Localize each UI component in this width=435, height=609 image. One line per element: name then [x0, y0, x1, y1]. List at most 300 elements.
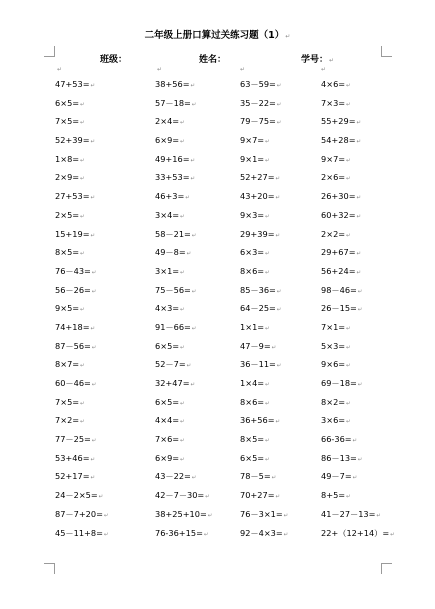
problem-text: 42－7－30=	[155, 490, 205, 501]
problem-text: 7×6=	[155, 434, 180, 445]
problem-row	[55, 172, 405, 191]
paragraph-mark-icon: ↵	[91, 288, 97, 295]
paragraph-mark-icon: ↵	[275, 176, 281, 183]
paragraph-mark-icon: ↵	[191, 325, 197, 332]
problem-text: 2×6=	[321, 172, 346, 183]
arithmetic-problem	[240, 116, 282, 127]
arithmetic-problem	[55, 434, 97, 445]
problem-text: 7×2=	[55, 415, 80, 426]
problem-row	[55, 434, 405, 453]
paragraph-mark-icon: ↵	[265, 251, 270, 258]
problem-row	[55, 79, 405, 98]
problem-text: 3×4=	[155, 209, 180, 220]
problem-row	[55, 154, 405, 173]
paragraph-mark-icon: ↵	[90, 195, 96, 202]
problem-text: 91－66=	[155, 321, 191, 332]
paragraph-mark-icon: ↵	[80, 157, 85, 164]
problem-text: 7×1=	[321, 321, 346, 332]
problem-text: 86－13=	[321, 452, 357, 463]
arithmetic-problem	[155, 229, 197, 240]
worksheet-title	[0, 27, 435, 41]
problem-row	[55, 303, 405, 322]
paragraph-mark-icon: ↵	[191, 288, 197, 295]
arithmetic-problem	[155, 415, 185, 425]
paragraph-mark-icon: ↵	[180, 400, 185, 407]
problem-text: 8×5=	[240, 434, 265, 445]
problem-text: 6×9=	[155, 135, 180, 146]
student-info-row	[0, 52, 435, 66]
arithmetic-problem	[55, 453, 95, 463]
arithmetic-problem	[155, 210, 185, 220]
problem-text: 98－46=	[321, 284, 357, 295]
arithmetic-problem	[55, 191, 95, 201]
arithmetic-problem	[321, 434, 357, 444]
problem-row	[55, 359, 405, 378]
problem-text: 76－43=	[55, 265, 91, 276]
problem-row	[55, 453, 405, 472]
arithmetic-problem	[240, 415, 280, 425]
problem-text: 85－36=	[240, 284, 276, 295]
arithmetic-problem	[155, 98, 197, 109]
arithmetic-problem	[155, 303, 185, 313]
paragraph-mark-icon: ↵	[80, 213, 85, 220]
paragraph-mark-icon: ↵	[191, 101, 197, 108]
arithmetic-problem	[321, 79, 351, 89]
paragraph-mark-icon: ↵	[283, 512, 289, 519]
arithmetic-problem	[240, 453, 270, 463]
paragraph-mark-icon: ↵	[80, 120, 85, 127]
problem-text: 3×6=	[321, 415, 346, 426]
problem-text: 41－27－13=	[321, 508, 376, 519]
paragraph-mark-icon: ↵	[190, 83, 196, 89]
problem-text: 60+32=	[321, 209, 356, 220]
arithmetic-problem	[321, 135, 361, 145]
arithmetic-problem	[55, 303, 85, 313]
paragraph-mark-icon: ↵	[276, 120, 282, 127]
arithmetic-problem	[321, 229, 351, 239]
arithmetic-problem	[55, 490, 103, 501]
paragraph-mark-icon: ↵	[265, 157, 270, 164]
paragraph-mark-icon: ↵	[346, 494, 351, 501]
arithmetic-problem	[55, 135, 95, 145]
paragraph-mark-icon: ↵	[357, 288, 363, 295]
problem-text: 49－7=	[321, 471, 352, 482]
arithmetic-problem	[55, 266, 97, 277]
arithmetic-problem	[321, 322, 351, 332]
paragraph-mark-icon: ↵	[275, 232, 281, 239]
paragraph-mark-icon: ↵	[157, 66, 163, 73]
problem-text: 56－26=	[55, 284, 91, 295]
problem-text: 49+16=	[155, 153, 190, 164]
paragraph-mark-icon: ↵	[91, 269, 97, 276]
arithmetic-problem	[240, 285, 282, 296]
arithmetic-problem	[155, 172, 195, 182]
problem-text: 26+30=	[321, 191, 356, 202]
arithmetic-problem	[240, 322, 270, 332]
arithmetic-problem	[240, 397, 270, 407]
paragraph-mark-icon: ↵	[98, 494, 104, 501]
arithmetic-problem	[321, 247, 361, 257]
problem-text: 15+19=	[55, 228, 90, 239]
arithmetic-problem	[55, 247, 85, 257]
paragraph-mark-icon: ↵	[90, 139, 96, 146]
arithmetic-problem	[321, 303, 363, 314]
arithmetic-problem	[155, 378, 195, 388]
problem-text: 74+18=	[55, 321, 90, 332]
arithmetic-problem	[321, 528, 395, 539]
problem-text: 60－46=	[55, 378, 91, 388]
problem-row	[55, 229, 405, 248]
problem-text: 1×8=	[55, 153, 80, 164]
problem-text: 24－2×5=	[55, 490, 98, 501]
paragraph-mark-icon: ↵	[352, 438, 358, 445]
margin-corner-bottom-right	[381, 563, 392, 574]
worksheet-title-text: 二年级上册口算过关练习题（1）	[144, 30, 285, 41]
problem-text: 70+27=	[240, 490, 275, 501]
arithmetic-problem	[155, 359, 191, 370]
arithmetic-problem	[240, 172, 280, 182]
problem-row	[55, 397, 405, 416]
paragraph-mark-icon: ↵	[180, 269, 185, 276]
arithmetic-problem	[321, 490, 351, 500]
paragraph-mark-icon: ↵	[357, 382, 363, 388]
arithmetic-problem	[55, 116, 85, 126]
problem-text: 7×3=	[321, 97, 346, 108]
problem-text: 9×7=	[321, 153, 346, 164]
problem-text: 36－11=	[240, 359, 276, 370]
problem-text: 52+17=	[55, 471, 90, 482]
paragraph-mark-icon: ↵	[356, 195, 362, 202]
problem-text: 78－5=	[240, 471, 271, 482]
arithmetic-problem	[55, 154, 85, 164]
arithmetic-problem	[155, 79, 195, 89]
arithmetic-problem	[321, 285, 363, 296]
paragraph-mark-icon: ↵	[321, 66, 327, 73]
paragraph-mark-icon: ↵	[265, 325, 270, 332]
paragraph-mark-icon: ↵	[80, 363, 85, 370]
paragraph-mark-icon: ↵	[346, 176, 351, 183]
paragraph-mark-icon: ↵	[103, 531, 109, 538]
paragraph-mark-icon: ↵	[180, 438, 185, 445]
arithmetic-problem	[55, 210, 85, 220]
arithmetic-problem	[321, 210, 361, 220]
problem-text: 52－7=	[155, 359, 186, 370]
paragraph-mark-icon: ↵	[346, 363, 351, 370]
paragraph-mark-icon: ↵	[265, 213, 270, 220]
paragraph-mark-icon: ↵	[180, 419, 185, 426]
problem-text: 2×9=	[55, 172, 80, 183]
paragraph-mark-icon: ↵	[203, 531, 209, 538]
paragraph-mark-icon: ↵	[276, 307, 282, 314]
paragraph-mark-icon: ↵	[180, 456, 185, 463]
problem-text: 47+53=	[55, 79, 90, 89]
problem-text: 87－7+20=	[55, 508, 103, 519]
paragraph-mark-icon: ↵	[329, 57, 335, 64]
paragraph-mark-icon: ↵	[180, 344, 185, 351]
paragraph-mark-icon: ↵	[103, 512, 109, 519]
problem-text: 64－25=	[240, 303, 276, 314]
arithmetic-problem	[155, 116, 185, 126]
problem-text: 38+25+10=	[155, 508, 207, 519]
paragraph-mark-icon: ↵	[191, 475, 197, 482]
paragraph-mark-icon: ↵	[346, 325, 351, 332]
problem-text: 1×4=	[240, 378, 265, 388]
arithmetic-problem	[240, 191, 280, 201]
paragraph-mark-icon: ↵	[190, 157, 196, 164]
problem-text: 33+53=	[155, 172, 190, 183]
problem-text: 4×6=	[321, 79, 346, 89]
student-no-label-text: 学号：	[301, 55, 329, 65]
problem-text: 6×5=	[155, 340, 180, 351]
student-no-label	[301, 52, 334, 65]
paragraph-mark-icon: ↵	[180, 120, 185, 127]
problem-row	[55, 341, 405, 360]
paragraph-mark-icon: ↵	[271, 344, 277, 351]
problem-text: 6×5=	[55, 97, 80, 108]
paragraph-mark-icon: ↵	[346, 232, 351, 239]
arithmetic-problem	[155, 490, 210, 501]
problem-row	[55, 210, 405, 229]
paragraph-mark-icon: ↵	[352, 475, 358, 482]
problem-row	[55, 135, 405, 154]
arithmetic-problem	[240, 79, 282, 90]
paragraph-mark-icon: ↵	[356, 269, 362, 276]
problem-text: 66-36=	[321, 434, 352, 445]
arithmetic-problem	[155, 509, 212, 519]
paragraph-mark-icon: ↵	[91, 344, 97, 351]
problem-text: 2×2=	[321, 228, 346, 239]
arithmetic-problem	[321, 415, 351, 425]
problem-text: 7×5=	[55, 396, 80, 407]
arithmetic-problem	[55, 322, 95, 332]
paragraph-mark-icon: ↵	[57, 66, 63, 73]
problem-text: 9×6=	[321, 359, 346, 370]
problem-text: 52+39=	[55, 135, 90, 146]
paragraph-mark-icon: ↵	[180, 213, 185, 220]
arithmetic-problem	[321, 172, 351, 182]
arithmetic-problem	[240, 229, 280, 239]
problem-text: 4×3=	[155, 303, 180, 314]
problem-row	[55, 490, 405, 509]
problem-text: 6×9=	[155, 452, 180, 463]
problem-row	[55, 471, 405, 490]
problem-text: 49－8=	[155, 247, 186, 258]
paragraph-mark-icon: ↵	[80, 307, 85, 314]
problem-row	[55, 285, 405, 304]
problem-text: 9×5=	[55, 303, 80, 314]
arithmetic-problem	[155, 135, 185, 145]
paragraph-mark-icon: ↵	[346, 419, 351, 426]
arithmetic-problem	[321, 397, 351, 407]
paragraph-mark-icon: ↵	[376, 512, 382, 519]
paragraph-mark-icon: ↵	[356, 213, 362, 220]
arithmetic-problem	[321, 116, 361, 126]
paragraph-mark-icon: ↵	[180, 139, 185, 146]
problem-text: 55+29=	[321, 116, 356, 127]
problem-text: 8×5=	[55, 247, 80, 258]
paragraph-mark-icon: ↵	[346, 157, 351, 164]
problem-text: 75－56=	[155, 284, 191, 295]
arithmetic-problem	[155, 191, 190, 201]
paragraph-mark-icon: ↵	[346, 400, 351, 407]
problem-row	[55, 98, 405, 117]
arithmetic-problem	[240, 471, 276, 482]
paragraph-mark-icon: ↵	[346, 101, 351, 108]
arithmetic-problem	[155, 341, 185, 351]
paragraph-mark-icon: ↵	[90, 475, 96, 482]
problem-row	[55, 415, 405, 434]
empty-line-marks	[0, 66, 435, 76]
paragraph-mark-icon: ↵	[346, 344, 351, 351]
arithmetic-problem	[155, 285, 197, 296]
arithmetic-problem	[321, 453, 363, 464]
problem-text: 56+24=	[321, 265, 356, 276]
arithmetic-problem	[240, 247, 270, 257]
problem-row	[55, 322, 405, 341]
arithmetic-problem	[240, 210, 270, 220]
paragraph-mark-icon: ↵	[265, 456, 270, 463]
arithmetic-problem	[55, 79, 95, 89]
problem-text: 4×4=	[155, 415, 180, 426]
paragraph-mark-icon: ↵	[191, 232, 197, 239]
arithmetic-problem	[321, 266, 361, 276]
arithmetic-problem	[240, 154, 270, 164]
paragraph-mark-icon: ↵	[276, 363, 282, 370]
problem-text: 9×1=	[240, 153, 265, 164]
arithmetic-problem	[155, 266, 185, 276]
paragraph-mark-icon: ↵	[190, 382, 196, 388]
problem-text: 8×7=	[55, 359, 80, 370]
paragraph-mark-icon: ↵	[90, 456, 96, 463]
problem-text: 63－59=	[240, 79, 276, 89]
problem-text: 43－22=	[155, 471, 191, 482]
problem-text: 76-36+15=	[155, 527, 203, 538]
problem-text: 43+20=	[240, 191, 275, 202]
arithmetic-problem	[55, 471, 95, 481]
problem-text: 6×3=	[240, 247, 265, 258]
arithmetic-problem	[321, 509, 381, 520]
problem-text: 36+56=	[240, 415, 275, 426]
problem-text: 79－75=	[240, 116, 276, 127]
problem-text: 3×1=	[155, 265, 180, 276]
problem-text: 1×1=	[240, 321, 265, 332]
paragraph-mark-icon: ↵	[205, 494, 210, 501]
problem-text: 53+46=	[55, 452, 90, 463]
margin-corner-bottom-left	[44, 563, 55, 574]
problem-text: 29+67=	[321, 247, 356, 258]
arithmetic-problem	[55, 359, 85, 369]
arithmetic-problem	[240, 135, 270, 145]
problem-text: 58－21=	[155, 228, 191, 239]
problem-text: 5×3=	[321, 340, 346, 351]
name-label: 姓名：	[199, 55, 227, 65]
problem-text: 7×5=	[55, 116, 80, 127]
problem-text: 27+53=	[55, 191, 90, 202]
paragraph-mark-icon: ↵	[180, 307, 185, 314]
problem-text: 29+39=	[240, 228, 275, 239]
paragraph-mark-icon: ↵	[276, 288, 282, 295]
problem-row	[55, 509, 405, 528]
arithmetic-problem	[321, 98, 351, 108]
arithmetic-problem	[321, 359, 351, 369]
problem-text: 32+47=	[155, 378, 190, 388]
arithmetic-problem	[240, 341, 276, 352]
problem-text: 77－25=	[55, 434, 91, 445]
problem-grid	[55, 79, 405, 546]
arithmetic-problem	[155, 154, 195, 164]
arithmetic-problem	[321, 191, 361, 201]
problem-text: 45－11+8=	[55, 527, 103, 538]
problem-text: 69－18=	[321, 378, 357, 388]
arithmetic-problem	[55, 285, 97, 296]
arithmetic-problem	[55, 98, 85, 108]
paragraph-mark-icon: ↵	[271, 475, 277, 482]
problem-text: 8×6=	[240, 265, 265, 276]
paragraph-mark-icon: ↵	[346, 83, 351, 89]
arithmetic-problem	[240, 98, 282, 109]
paragraph-mark-icon: ↵	[80, 251, 85, 258]
arithmetic-problem	[55, 341, 97, 352]
arithmetic-problem	[55, 528, 109, 539]
problem-text: 35－22=	[240, 97, 276, 108]
arithmetic-problem	[155, 397, 185, 407]
arithmetic-problem	[55, 378, 97, 389]
paragraph-mark-icon: ↵	[190, 176, 196, 183]
problem-text: 6×5=	[155, 396, 180, 407]
arithmetic-problem	[321, 154, 351, 164]
paragraph-mark-icon: ↵	[265, 269, 270, 276]
paragraph-mark-icon: ↵	[265, 382, 270, 388]
problem-text: 87－56=	[55, 340, 91, 351]
class-label: 班级：	[100, 55, 128, 65]
arithmetic-problem	[155, 247, 191, 258]
paragraph-mark-icon: ↵	[90, 325, 96, 332]
problem-text: 76－3×1=	[240, 508, 283, 519]
arithmetic-problem	[240, 490, 280, 500]
paragraph-mark-icon: ↵	[283, 531, 289, 538]
paragraph-mark-icon: ↵	[265, 139, 270, 146]
problem-text: 54+28=	[321, 135, 356, 146]
paragraph-mark-icon: ↵	[356, 120, 362, 127]
paragraph-mark-icon: ↵	[356, 139, 362, 146]
paragraph-mark-icon: ↵	[91, 438, 97, 445]
paragraph-mark-icon: ↵	[285, 33, 291, 40]
arithmetic-problem	[240, 509, 288, 520]
arithmetic-problem	[55, 172, 85, 182]
problem-row	[55, 378, 405, 397]
problem-text: 9×7=	[240, 135, 265, 146]
problem-text: 57－18=	[155, 97, 191, 108]
arithmetic-problem	[155, 322, 197, 333]
paragraph-mark-icon: ↵	[276, 83, 282, 89]
paragraph-mark-icon: ↵	[240, 66, 246, 73]
arithmetic-problem	[155, 471, 197, 482]
arithmetic-problem	[240, 266, 270, 276]
arithmetic-problem	[321, 341, 351, 351]
paragraph-mark-icon: ↵	[276, 101, 282, 108]
paragraph-mark-icon: ↵	[357, 456, 363, 463]
problem-text: 22+（12+14）=	[321, 527, 390, 538]
problem-text: 46+3=	[155, 191, 185, 202]
paragraph-mark-icon: ↵	[357, 307, 363, 314]
problem-text: 26－15=	[321, 303, 357, 314]
arithmetic-problem	[55, 415, 85, 425]
arithmetic-problem	[240, 303, 282, 314]
paragraph-mark-icon: ↵	[91, 382, 97, 388]
paragraph-mark-icon: ↵	[275, 419, 281, 426]
arithmetic-problem	[321, 378, 363, 389]
paragraph-mark-icon: ↵	[80, 400, 85, 407]
